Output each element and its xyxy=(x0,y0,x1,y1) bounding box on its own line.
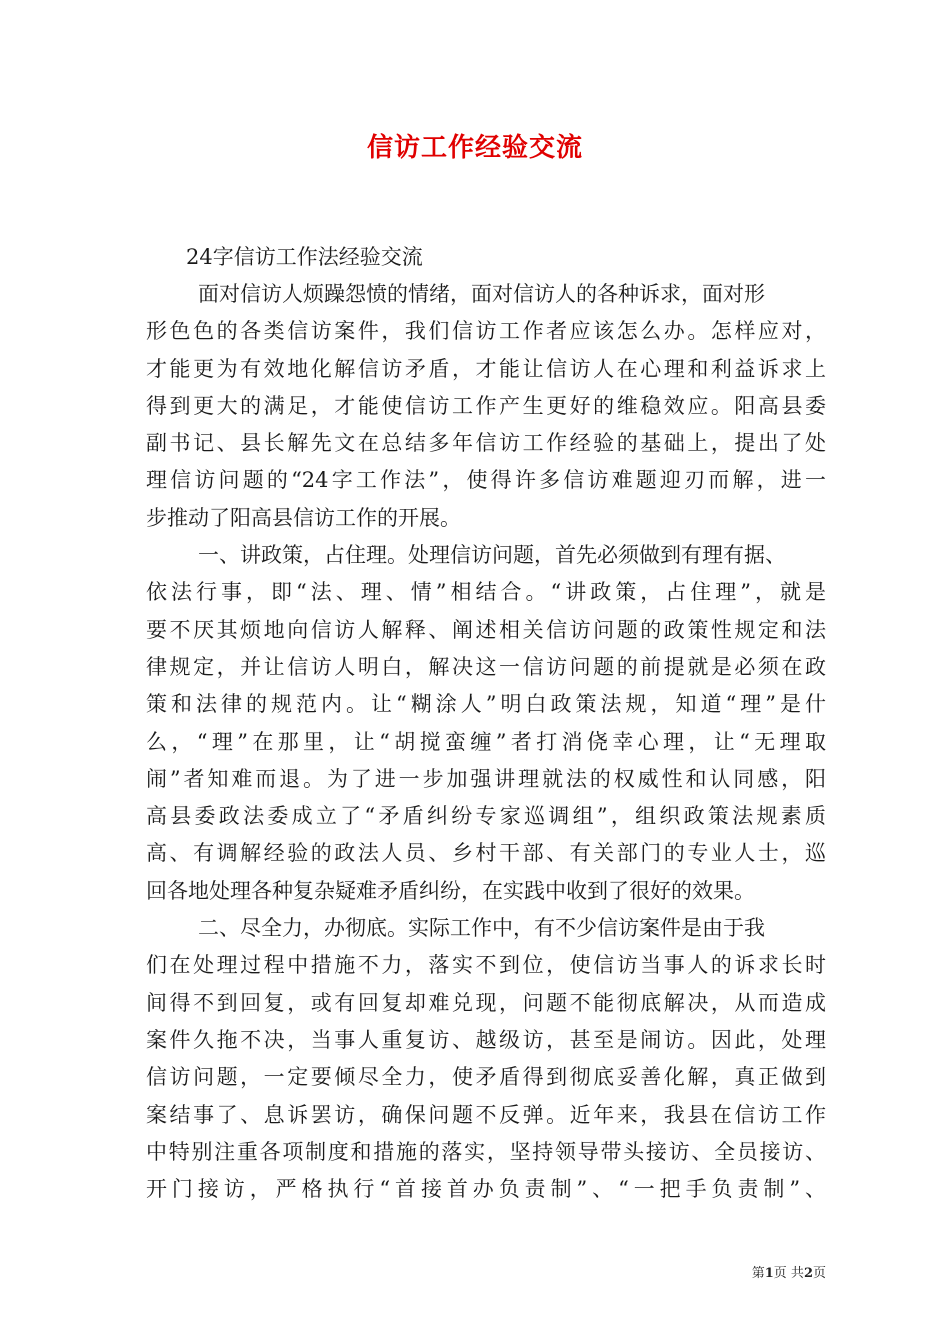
document-title: 信访工作经验交流 xyxy=(366,133,583,163)
body-line: 形色色的各类信访案件，我们信访工作者应该怎么办。怎样应对， xyxy=(146,319,826,344)
body-line: 面对信访人烦躁怨愤的情绪，面对信访人的各种诉求，面对形 xyxy=(198,282,765,306)
body-line: 信访问题，一定要倾尽全力，使矛盾得到彻底妥善化解，真正做到 xyxy=(146,1065,826,1090)
body-line: 间得不到回复，或有回复却难兑现，问题不能彻底解决，从而造成 xyxy=(146,990,826,1015)
body-line: 副书记、县长解先文在总结多年信访工作经验的基础上，提出了处 xyxy=(146,431,826,456)
body-line: 高、有调解经验的政法人员、乡村干部、有关部门的专业人士，巡 xyxy=(146,841,826,866)
body-line: 得到更大的满足，才能使信访工作产生更好的维稳效应。阳高县委 xyxy=(146,393,826,418)
body-line: 开门接访，严格执行“首接首办负责制”、“一把手负责制”、 xyxy=(146,1177,826,1202)
body-line: 么，“理”在那里，让“胡搅蛮缠”者打消侥幸心理，让“无理取 xyxy=(146,729,826,754)
footer-suffix: 页 xyxy=(812,1266,826,1281)
body-line: 才能更为有效地化解信访矛盾，才能让信访人在心理和利益诉求上 xyxy=(146,356,826,381)
page-number-footer xyxy=(752,1262,826,1281)
body-line: 步推动了阳高县信访工作的开展。 xyxy=(146,505,461,530)
body-line: 要不厌其烦地向信访人解释、阐述相关信访问题的政策性规定和法 xyxy=(146,617,826,642)
body-line: 高县委政法委成立了“矛盾纠纷专家巡调组”，组织政策法规素质 xyxy=(146,804,826,829)
body-line: 依法行事，即“法、理、情”相结合。“讲政策，占住理”，就是 xyxy=(146,580,826,605)
total-pages-number: 2 xyxy=(803,1266,813,1281)
body-line: 案件久拖不决，当事人重复访、越级访，甚至是闹访。因此，处理 xyxy=(146,1027,826,1052)
body-line: 闹”者知难而退。为了进一步加强讲理就法的权威性和认同感，阳 xyxy=(146,766,826,791)
document-body xyxy=(146,276,826,1208)
body-line: 中特别注重各项制度和措施的落实，坚持领导带头接访、全员接访、 xyxy=(146,1139,826,1164)
current-page-number: 1 xyxy=(764,1266,774,1281)
document-subtitle: 24字信访工作法经验交流 xyxy=(186,245,423,269)
body-line: 们在处理过程中措施不力，落实不到位，使信访当事人的诉求长时 xyxy=(146,953,826,978)
body-line: 策和法律的规范内。让“糊涂人”明白政策法规，知道“理”是什 xyxy=(146,692,826,717)
body-line: 二、尽全力，办彻底。实际工作中，有不少信访案件是由于我 xyxy=(198,916,765,941)
footer-middle: 页 共 xyxy=(773,1266,804,1281)
body-line: 一、讲政策，占住理。处理信访问题，首先必须做到有理有据、 xyxy=(198,543,786,568)
footer-prefix: 第 xyxy=(751,1266,765,1281)
body-line: 理信访问题的“24字工作法”，使得许多信访难题迎刃而解，进一 xyxy=(146,468,826,493)
body-line: 律规定，并让信访人明白，解决这一信访问题的前提就是必须在政 xyxy=(146,654,826,679)
body-line: 回各地处理各种复杂疑难矛盾纠纷，在实践中收到了很好的效果。 xyxy=(146,878,755,903)
body-line: 案结事了、息诉罢访，确保问题不反弹。近年来，我县在信访工作 xyxy=(146,1102,826,1127)
